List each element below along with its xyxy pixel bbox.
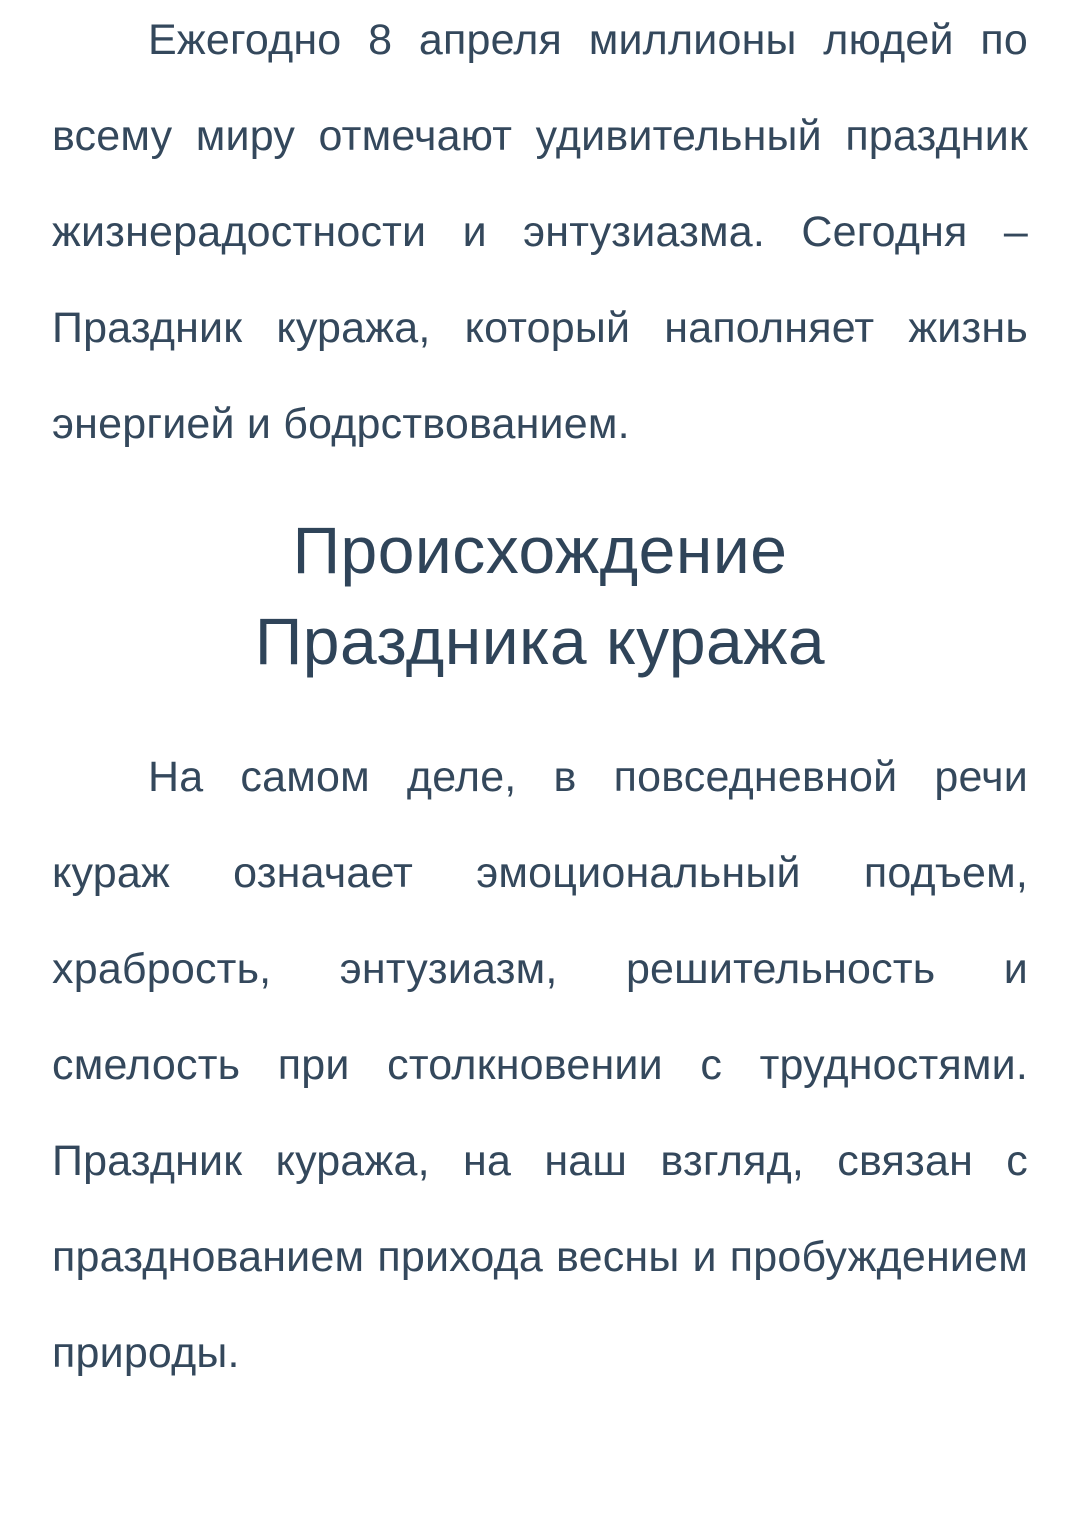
intro-paragraph: Ежегодно 8 апреля миллионы людей по всему миру отмечают удивительный праздник жизнерадостности и энтузиазма. Сегодня – Праздник куража, который наполняет жизнь энергией и бодрствованием. (52, 16, 1028, 448)
section-heading-line-2: Праздника куража (254, 604, 826, 678)
section-heading-line-1: Происхождение (292, 513, 788, 587)
article-body (52, 0, 1028, 1401)
origin-paragraph: На самом деле, в повседневной речи кураж означает эмоциональный подъем, храбрость, энтузиазм, решительность и смелость при столкновении с трудностями. Праздник куража, на наш взгляд, связан с празднованием прихода весны и пробуждением природы. (52, 753, 1028, 1377)
section-heading (52, 505, 1028, 687)
